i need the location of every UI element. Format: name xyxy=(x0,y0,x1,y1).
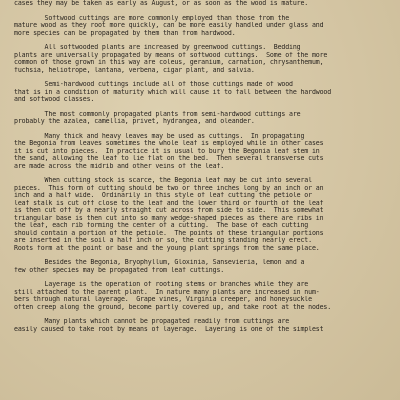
text-line: still attached to the parent plant. In nature many plants are increased in num- xyxy=(14,288,320,296)
paragraph-8 xyxy=(14,259,396,274)
text-line: Semi-hardwood cuttings include all of those cuttings made of wood xyxy=(14,81,293,88)
text-line: Softwood cuttings are more commonly employed than those from the xyxy=(14,14,290,22)
text-line: Besides the Begonia, Bryophyllum, Gloxinia, Sansevieria, lemon and a xyxy=(14,259,305,266)
paragraph-5 xyxy=(14,111,396,126)
text-line: The most commonly propagated plants from semi-hardwood cuttings are xyxy=(14,110,301,118)
paragraph-2 xyxy=(14,15,396,38)
text-line: the leaf, each rib forming the center of a cutting. The base of each cutting xyxy=(14,222,309,229)
text-line: are inserted in the soil a half inch or so, the cutting standing nearly erect. xyxy=(14,237,312,244)
text-line: When cutting stock is scarce, the Begonia leaf may be cut into several xyxy=(14,177,312,184)
paragraph-4 xyxy=(14,81,396,104)
text-line: should contain a portion of the petiole. The points of these triangular portions xyxy=(14,229,324,237)
text-line: are made across the midrib and other veins of the leaf. xyxy=(14,162,225,170)
text-line: pieces. This form of cutting should be two or three inches long by an inch or an xyxy=(14,184,324,192)
text-line: common of those grown in this way are coleus, geranium, carnation, chrysanthemum, xyxy=(14,59,324,66)
text-line: inch and a half wide. Ordinarily in this style of leaf cutting the petiole or xyxy=(14,192,312,199)
text-line: fuchsia, heliotrope, lantana, verbena, cigar plant, and salvia. xyxy=(14,66,255,74)
paragraph-1 xyxy=(14,0,396,8)
text-line: mature wood as they root more quickly, can be more easily handled under glass and xyxy=(14,22,324,29)
text-line: Many plants which cannot be propagated readily from cuttings are xyxy=(14,318,290,325)
paragraph-9 xyxy=(14,281,396,311)
text-line: often creep along the ground, become partly covered up, and take root at the nodes. xyxy=(14,303,332,311)
text-line: it is cut into pieces. In practice it is usual to bury the Begonia leaf stem in xyxy=(14,147,320,155)
text-line: the sand, allowing the leaf to lie flat on the bed. Then several transverse cuts xyxy=(14,155,324,162)
text-line: cases they may be taken as early as August, or as soon as the wood is mature. xyxy=(14,0,309,7)
text-line: triangular base is then cut into so many wedge-shaped pieces as there are ribs in xyxy=(14,214,324,222)
text-line: Roots form at the point or base and the young plant springs from the same place. xyxy=(14,244,320,252)
text-line: All softwooded plants are increased by greenwood cuttings. Bedding xyxy=(14,44,301,51)
paragraph-7 xyxy=(14,177,396,252)
text-line: is then cut off by a nearly straight cut across from side to side. This somewhat xyxy=(14,207,324,214)
text-line: Layerage is the operation of rooting stems or branches while they are xyxy=(14,281,309,288)
paragraph-3 xyxy=(14,44,396,74)
text-line: easily caused to take root by means of layerage. Layering is one of the simplest xyxy=(14,325,324,333)
text-line: leaf stalk is cut off close to the leaf and the lower third or fourth of the leaf xyxy=(14,199,324,207)
text-line: the Begonia from leaves sometimes the whole leaf is employed while in other cases xyxy=(14,140,324,147)
text-line: few other species may be propagated from leaf cuttings. xyxy=(14,266,225,274)
text-line: Many thick and heavy leaves may be used as cuttings. In propagating xyxy=(14,132,305,140)
paragraph-6 xyxy=(14,133,396,171)
text-line: and softwood classes. xyxy=(14,96,95,103)
text-line: more species can be propagated by them than from hardwood. xyxy=(14,29,236,37)
text-line: that is in a condition of maturity which will cause it to fall between the hardwood xyxy=(14,88,332,96)
paragraph-10 xyxy=(14,318,396,333)
text-line: plants are universally propagated by means of softwood cuttings. Some of the more xyxy=(14,51,328,59)
text-line: probably the azalea, camellia, privet, hydrangea, and oleander. xyxy=(14,118,255,125)
text-line: bers through natural layerage. Grape vines, Virginia creeper, and honeysuckle xyxy=(14,296,312,303)
